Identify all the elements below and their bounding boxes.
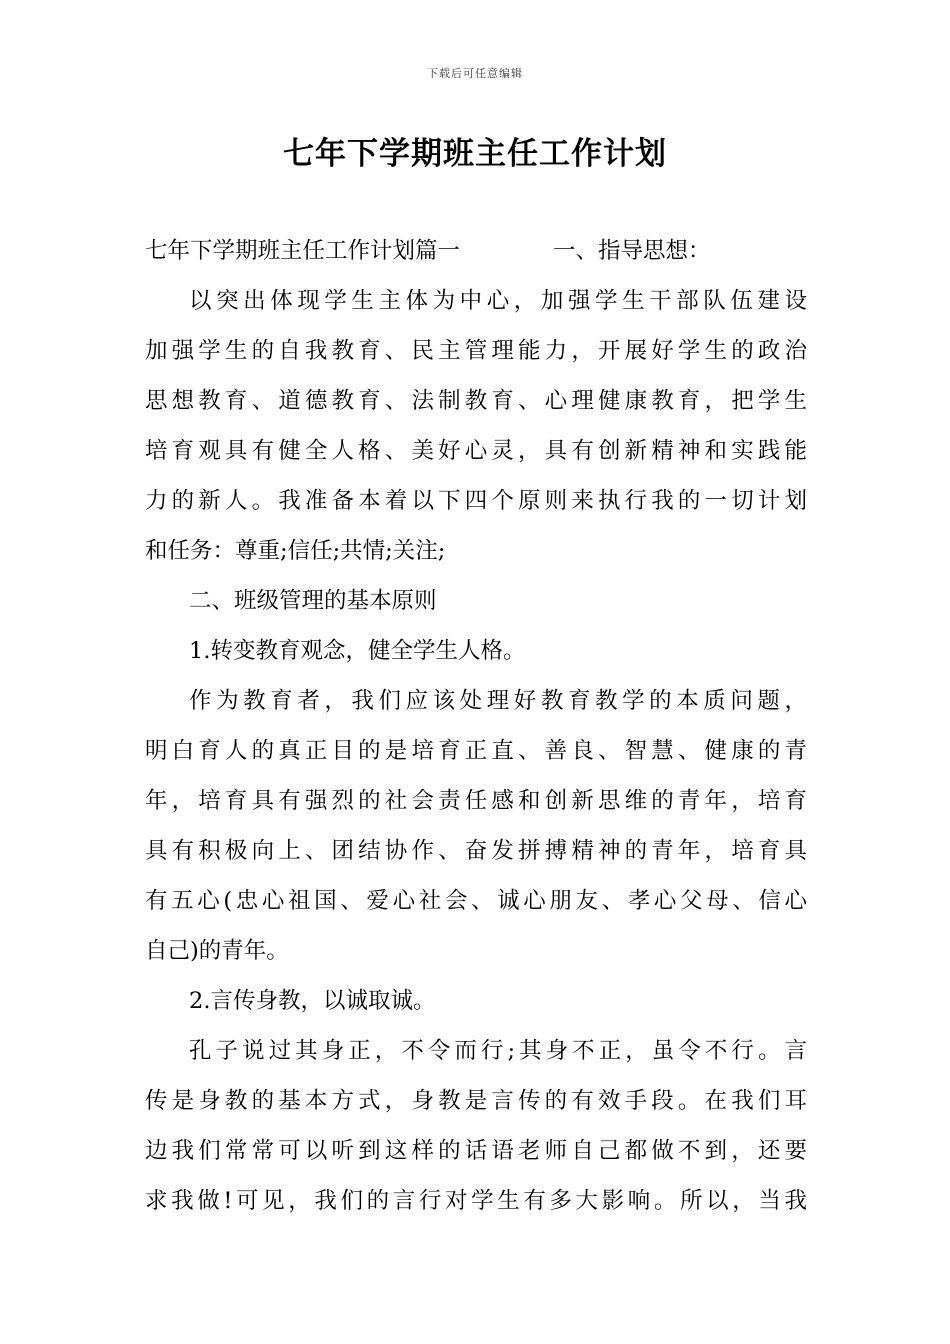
section-heading-guiding-thought: 一、指导思想：: [553, 238, 711, 264]
paragraph-line: 加强学生的自我教育、民主管理能力，开展好学生的政治: [145, 338, 807, 364]
paragraph-line: 具有积极向上、团结协作、奋发拼搏精神的青年，培育具: [145, 838, 807, 864]
paragraph-line: 年，培育具有强烈的社会责任感和创新思维的青年，培育: [145, 788, 807, 814]
paragraph-line: 力的新人。我准备本着以下四个原则来执行我的一切计划: [145, 488, 807, 514]
section-heading: 二、班级管理的基本原则: [189, 588, 437, 614]
paragraph-line: 有五心(忠心祖国、爱心社会、诚心朋友、孝心父母、信心: [145, 888, 807, 914]
paragraph-line: 传是身教的基本方式，身教是言传的有效手段。在我们耳: [145, 1088, 807, 1114]
document-title: 七年下学期班主任工作计划: [283, 136, 667, 172]
subsection-heading: 1.转变教育观念，健全学生人格。: [189, 638, 526, 664]
paragraph-line: 边我们常常可以听到这样的话语老师自己都做不到，还要: [145, 1138, 807, 1164]
subsection-heading: 2.言传身教，以诚取诚。: [189, 988, 436, 1014]
paragraph-line: 和任务：尊重;信任;共情;关注;: [145, 538, 446, 564]
intro-line: [145, 226, 807, 276]
paragraph-line: 求我做!可见，我们的言行对学生有多大影响。所以，当我: [145, 1188, 807, 1214]
document-body: [145, 226, 807, 1226]
paragraph-line: 明白育人的真正目的是培育正直、善良、智慧、健康的青: [145, 738, 807, 764]
paragraph-line: 自己)的青年。: [145, 938, 289, 964]
paragraph-line: 孔子说过其身正，不令而行;其身不正，虽令不行。言: [189, 1038, 807, 1064]
header-note: 下载后可任意编辑: [427, 67, 523, 80]
paragraph-line: 培育观具有健全人格、美好心灵，具有创新精神和实践能: [145, 438, 807, 464]
paragraph-line: 以突出体现学生主体为中心，加强学生干部队伍建设: [189, 288, 807, 314]
intro-heading: 七年下学期班主任工作计划篇一: [145, 238, 461, 264]
paragraph-line: 思想教育、道德教育、法制教育、心理健康教育，把学生: [145, 388, 807, 414]
paragraph-line: 作为教育者，我们应该处理好教育教学的本质问题，: [189, 688, 807, 714]
